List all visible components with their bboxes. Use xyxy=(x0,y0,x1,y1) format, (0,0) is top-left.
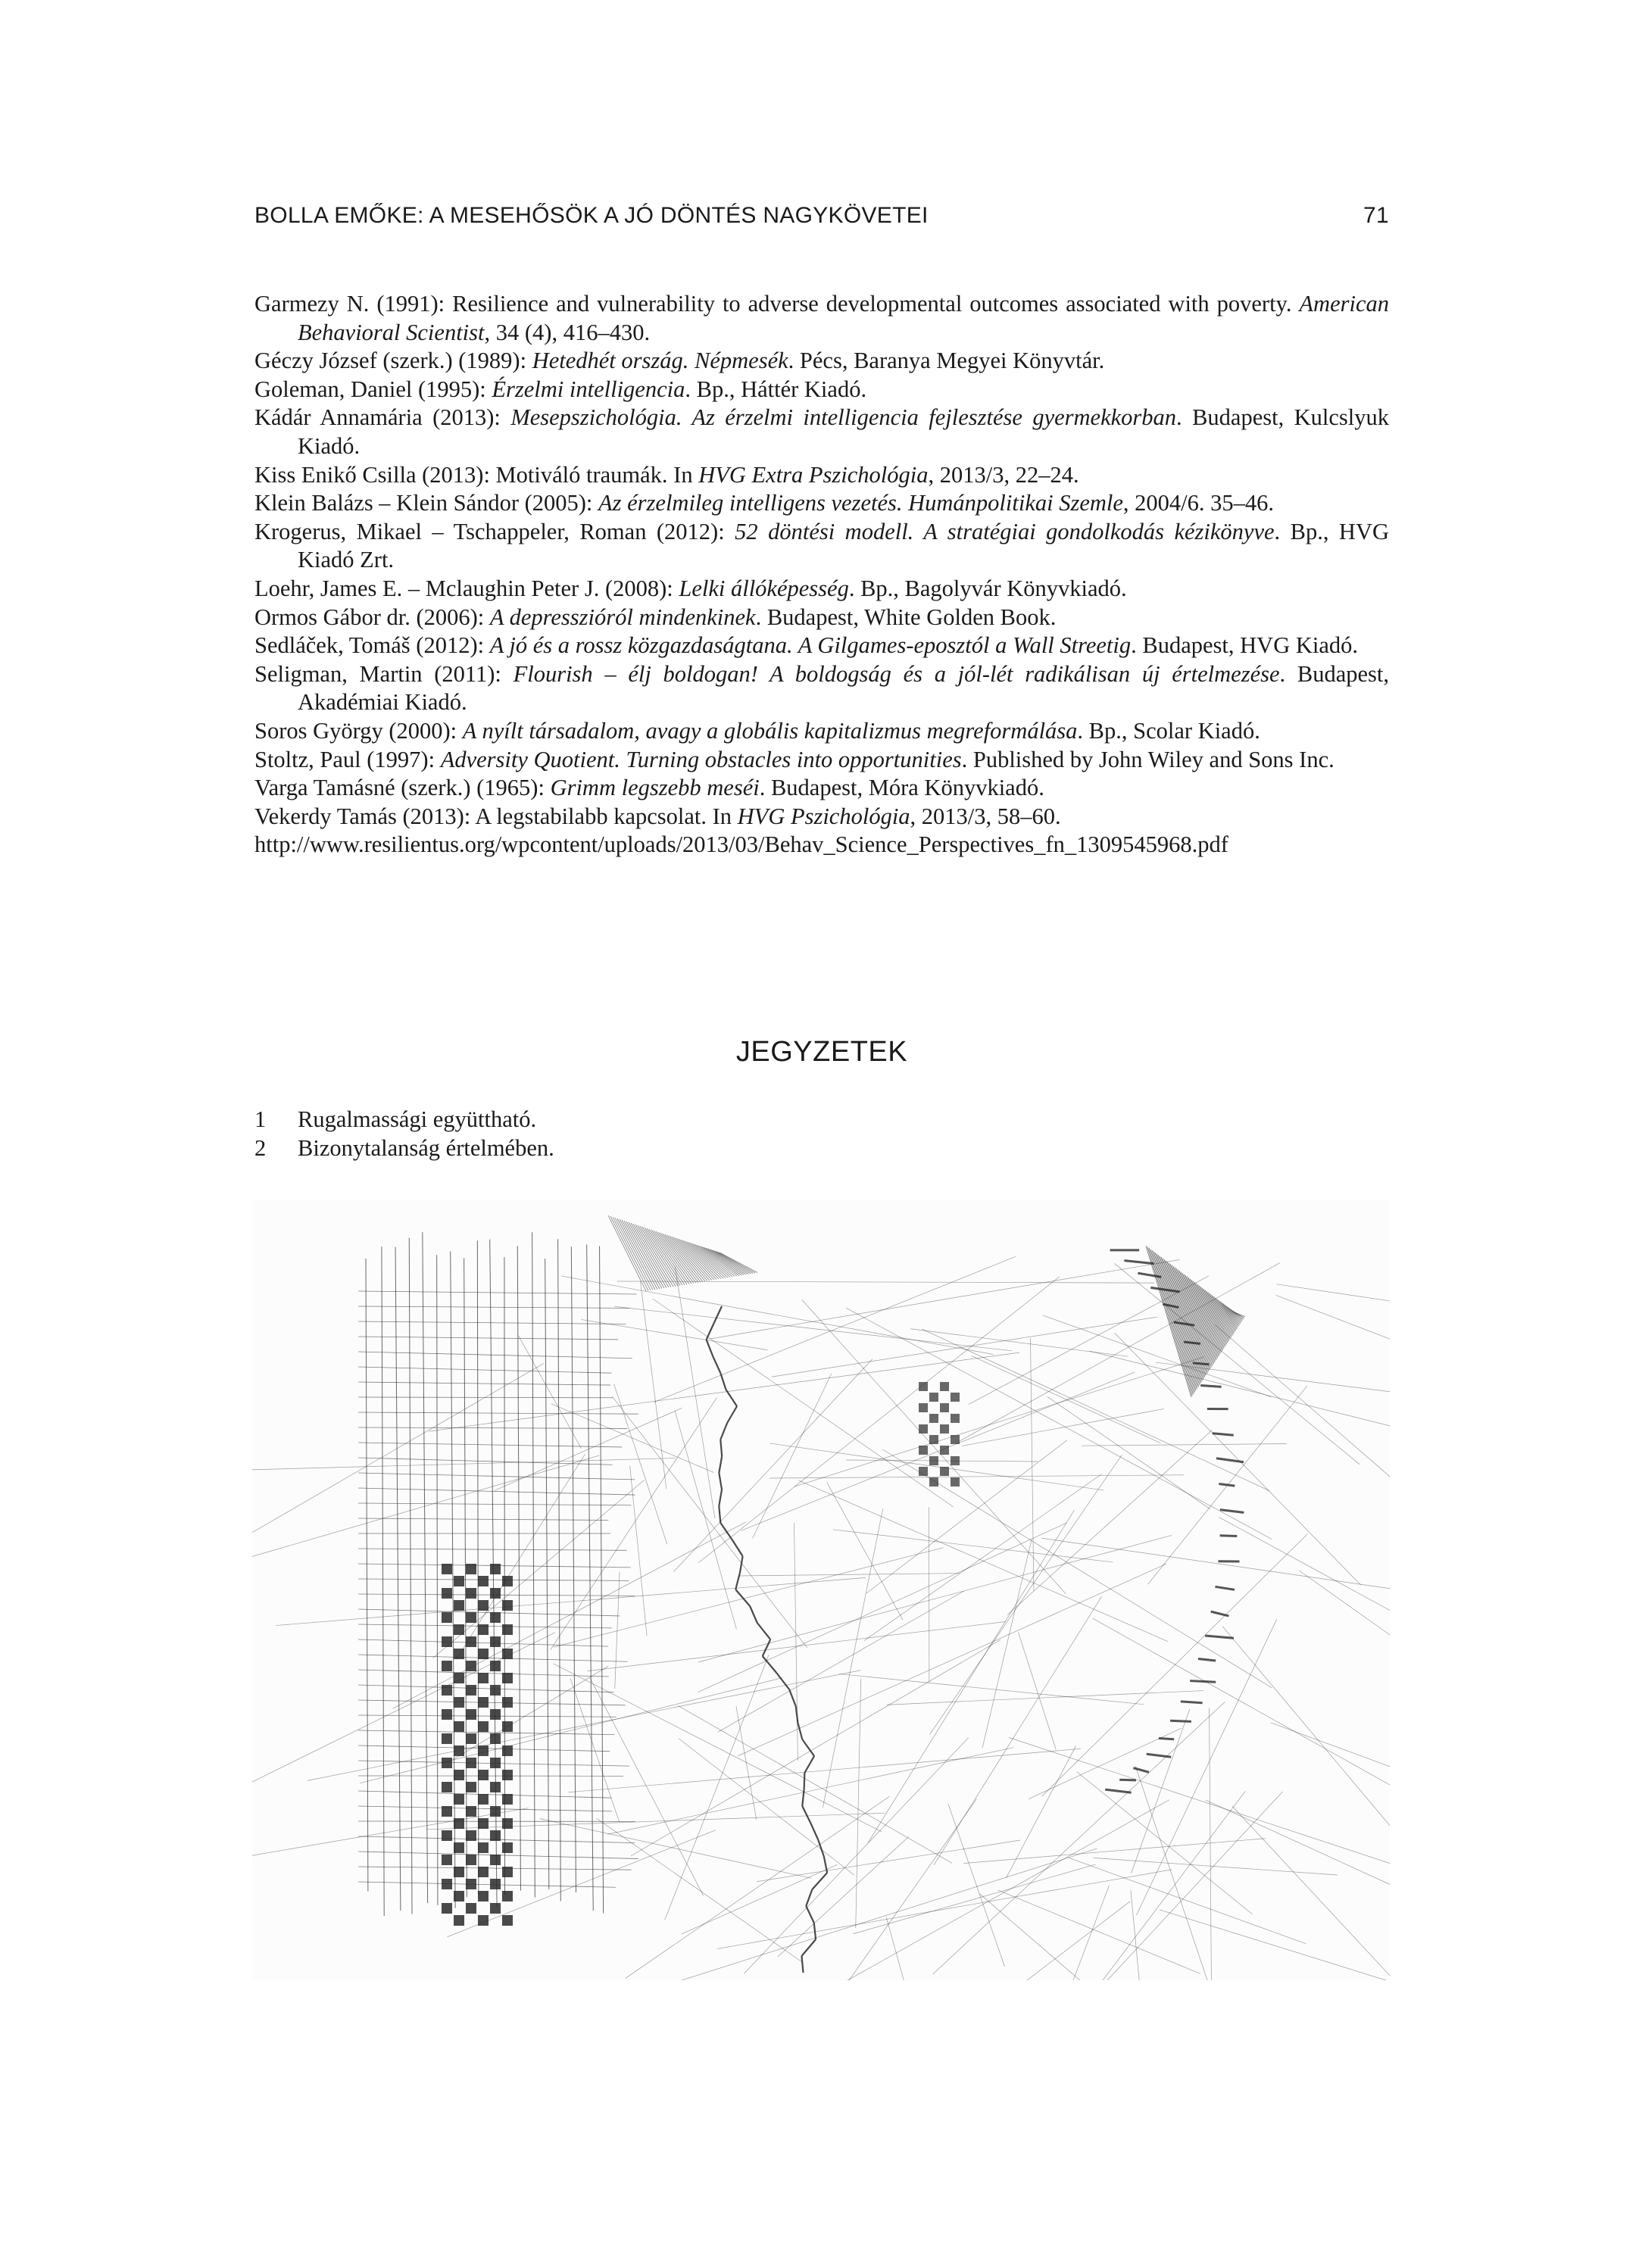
abstract-line-drawing-icon xyxy=(252,1200,1390,1980)
note-text: Bizonytalanság értelmében. xyxy=(298,1134,554,1161)
reference-item: Varga Tamásné (szerk.) (1965): Grimm legszebb meséi. Budapest, Móra Könyvkiadó. xyxy=(254,775,1044,801)
reference-item: Krogerus, Mikael – Tschappeler, Roman (2012): 52 döntési modell. A stratégiai gondolkodás kézikönyve. Bp., HVG Kiadó Zrt. xyxy=(254,518,1390,573)
reference-item: Kiss Enikő Csilla (2013): Motiváló traumák. In HVG Extra Pszichológia, 2013/3, 22–24. xyxy=(254,461,1079,488)
reference-item: Soros György (2000): A nyílt társadalom, avagy a globális kapitalizmus megreformálása. Bp., Scolar Kiadó. xyxy=(254,717,1260,744)
notes-list xyxy=(254,1106,1389,1162)
note-number: 1 xyxy=(254,1106,267,1132)
reference-item: Seligman, Martin (2011): Flourish – élj boldogan! A boldogság és a jól-lét radikálisan új értelmezése. Budapest, Akadémiai Kiadó. xyxy=(254,660,1389,716)
running-header xyxy=(254,203,1389,236)
reference-item: Loehr, James E. – Mclaughin Peter J. (2008): Lelki állóképesség. Bp., Bagolyvár Könyvkiadó. xyxy=(254,575,1127,601)
reference-item: Stoltz, Paul (1997): Adversity Quotient. Turning obstacles into opportunities. Published by John Wiley and Sons Inc. xyxy=(254,746,1335,772)
abstract-drawing xyxy=(252,1200,1390,1980)
note-text: Rugalmassági együttható. xyxy=(298,1106,537,1132)
reference-item: Garmezy N. (1991): Resilience and vulnerability to adverse developmental outcomes associated with poverty. American Behavioral Scientist, 34 (4), 416–430. xyxy=(254,291,1389,345)
reference-item: Goleman, Daniel (1995): Érzelmi intelligencia. Bp., Háttér Kiadó. xyxy=(254,376,867,402)
reference-list xyxy=(254,290,1389,859)
reference-item: Kádár Annamária (2013): Mesepszichológia. Az érzelmi intelligencia fejlesztése gyermekkorban. Budapest, Kulcslyuk Kiadó. xyxy=(254,404,1389,459)
note-item xyxy=(254,1106,1389,1134)
notes-heading: JEGYZETEK xyxy=(735,1036,908,1068)
running-header-title: BOLLA EMŐKE: A MESEHŐSÖK A JÓ DÖNTÉS NAGYKÖVETEI xyxy=(254,203,929,228)
reference-item: Ormos Gábor dr. (2006): A depresszióról mindenkinek. Budapest, White Golden Book. xyxy=(254,604,1057,630)
note-number: 2 xyxy=(254,1134,267,1161)
reference-item: Géczy József (szerk.) (1989): Hetedhét ország. Népmesék. Pécs, Baranya Megyei Könyvtár. xyxy=(254,348,1105,374)
reference-item: Vekerdy Tamás (2013): A legstabilabb kapcsolat. In HVG Pszichológia, 2013/3, 58–60. xyxy=(254,803,1061,829)
reference-item: Sedláček, Tomáš (2012): A jó és a rossz közgazdaságtana. A Gilgames-eposztól a Wall Streetig. Budapest, HVG Kiadó. xyxy=(254,632,1359,659)
page-number: 71 xyxy=(1363,203,1389,228)
reference-item: Klein Balázs – Klein Sándor (2005): Az érzelmileg intelligens vezetés. Humánpolitikai Szemle, 2004/6. 35–46. xyxy=(254,490,1275,516)
note-item xyxy=(254,1134,1389,1163)
reference-url[interactable]: http://www.resilientus.org/wpcontent/uploads/2013/03/Behav_Science_Perspectives_fn_1309545968.pdf xyxy=(254,831,1228,858)
